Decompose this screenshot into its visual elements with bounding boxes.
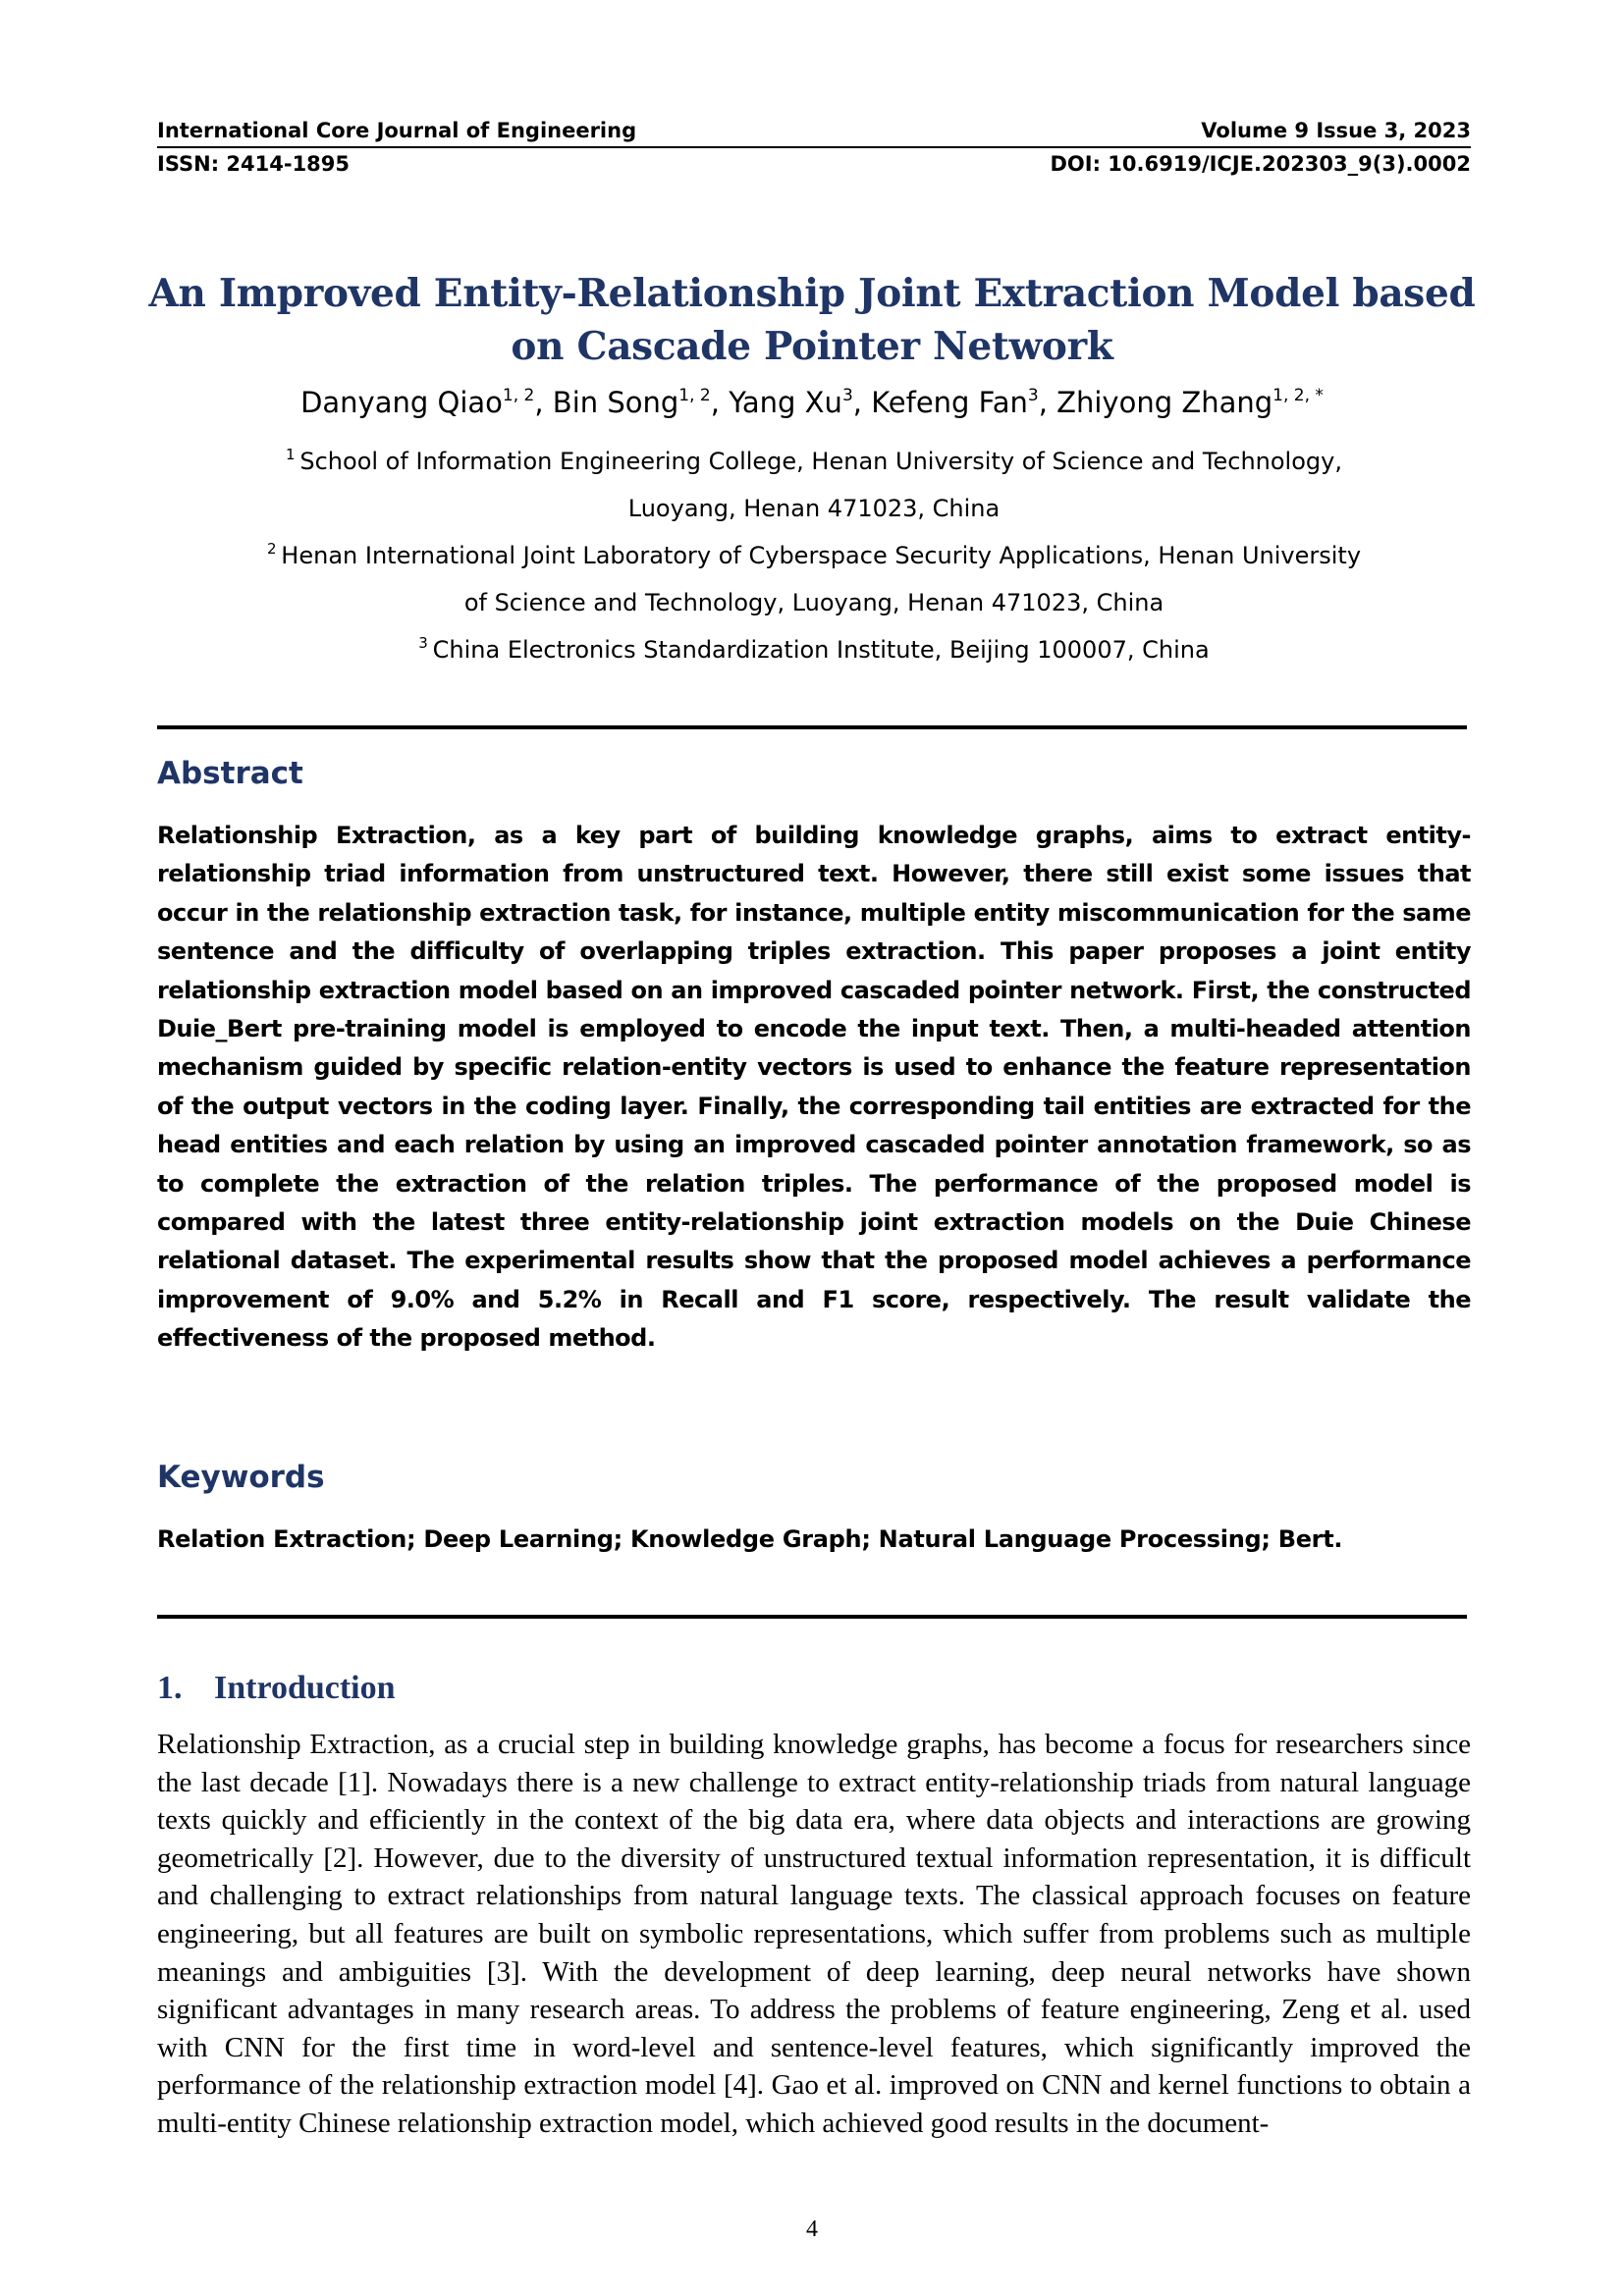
paper-title: An Improved Entity-Relationship Joint Extraction Model based on Cascade Pointer Network — [148, 271, 1476, 369]
section-number: 1. — [157, 1670, 183, 1706]
issn: ISSN: 2414-1895 — [157, 152, 351, 176]
introduction-heading — [157, 1665, 396, 1712]
journal-name: International Core Journal of Engineering — [157, 119, 637, 142]
divider-bottom — [157, 1615, 1467, 1619]
running-header-bottom — [157, 149, 1471, 179]
affiliation-3: $^3$ China Electronics Standardization Institute, Beijing 100007, China — [418, 634, 1210, 664]
keywords-heading: Keywords — [157, 1460, 325, 1495]
abstract-text: Relationship Extraction, as a key part of building knowledge graphs, aims to extract entity-relationship triad information from unstructured text. However, there still exist some issues that occur in the relationship extraction task, for instance, multiple entity miscommunication for the same sentence and the difficulty of overlapping triples extraction. This paper proposes a joint entity relationship extraction model based on an improved cascaded pointer network. First, the constructed Duie_Bert pre-training model is employed to encode the input text. Then, a multi-headed attention mechanism guided by specific relation-entity vectors is used to enhance the feature representation of the output vectors in the coding layer. Finally, the corresponding tail entities are extracted for the head entities and each relation by using an improved cascaded pointer annotation framework, so as to complete the extraction of the relation triples. The performance of the proposed model is compared with the latest three entity-relationship joint extraction models on the Duie Chinese relational dataset. The experimental results show that the proposed model achieves a performance improvement of 9.0% and 5.2% in Recall and F1 score, respectively. The result validate the effectiveness of the proposed method. — [157, 822, 1471, 1353]
affiliation-1: $^1$ School of Information Engineering College, Henan University of Science and Technology, Luoyang, Henan 471023, China — [286, 446, 1342, 522]
author: Bin Song$^{1, 2}$, — [552, 386, 730, 419]
header-rule — [157, 146, 1471, 148]
author: Zhiyong Zhang$^{1, 2, *}$ — [1056, 386, 1324, 419]
keywords-text: Relation Extraction; Deep Learning; Knowledge Graph; Natural Language Processing; Bert. — [157, 1525, 1343, 1553]
author: Yang Xu$^3$, — [729, 386, 872, 419]
running-header-top — [157, 116, 1471, 145]
author: Danyang Qiao$^{1, 2}$, — [300, 386, 553, 419]
introduction-text: Relationship Extraction, as a crucial step in building knowledge graphs, has become a focus for researchers since the last decade [1]. Nowadays there is a new challenge to extract entity-relationship triads from natural language texts quickly and efficiently in the context of the big data era, where data objects and interactions are growing geometrically [2]. However, due to the diversity of unstructured textual information representation, it is difficult and challenging to extract relationships from natural language texts. The classical approach focuses on feature engineering, but all features are built on symbolic representations, which suffer from problems such as multiple meanings and ambiguities [3]. With the development of deep learning, deep neural networks have shown significant advantages in many research areas. To address the problems of feature engineering, Zeng et al. used with CNN for the first time in word-level and sentence-level features, which significantly improved the performance of the relationship extraction model [4]. Gao et al. improved on CNN and kernel functions to obtain a multi-entity Chinese relationship extraction model, which achieved good results in the document- — [157, 1729, 1471, 2139]
affiliation-2: $^2$ Henan International Joint Laboratory of Cyberspace Security Applications, Henan University of Science and Technology, Luoyang, Henan 471023, China — [266, 540, 1362, 616]
section-title: Introduction — [214, 1670, 396, 1706]
volume-issue: Volume 9 Issue 3, 2023 — [1201, 119, 1471, 142]
abstract-heading: Abstract — [157, 756, 303, 791]
author: Kefeng Fan$^3$, — [871, 386, 1057, 419]
page-number: 4 — [806, 2216, 818, 2242]
divider-top — [157, 725, 1467, 729]
author-list — [147, 381, 1477, 424]
doi: DOI: 10.6919/ICJE.202303_9(3).0002 — [1050, 152, 1471, 176]
